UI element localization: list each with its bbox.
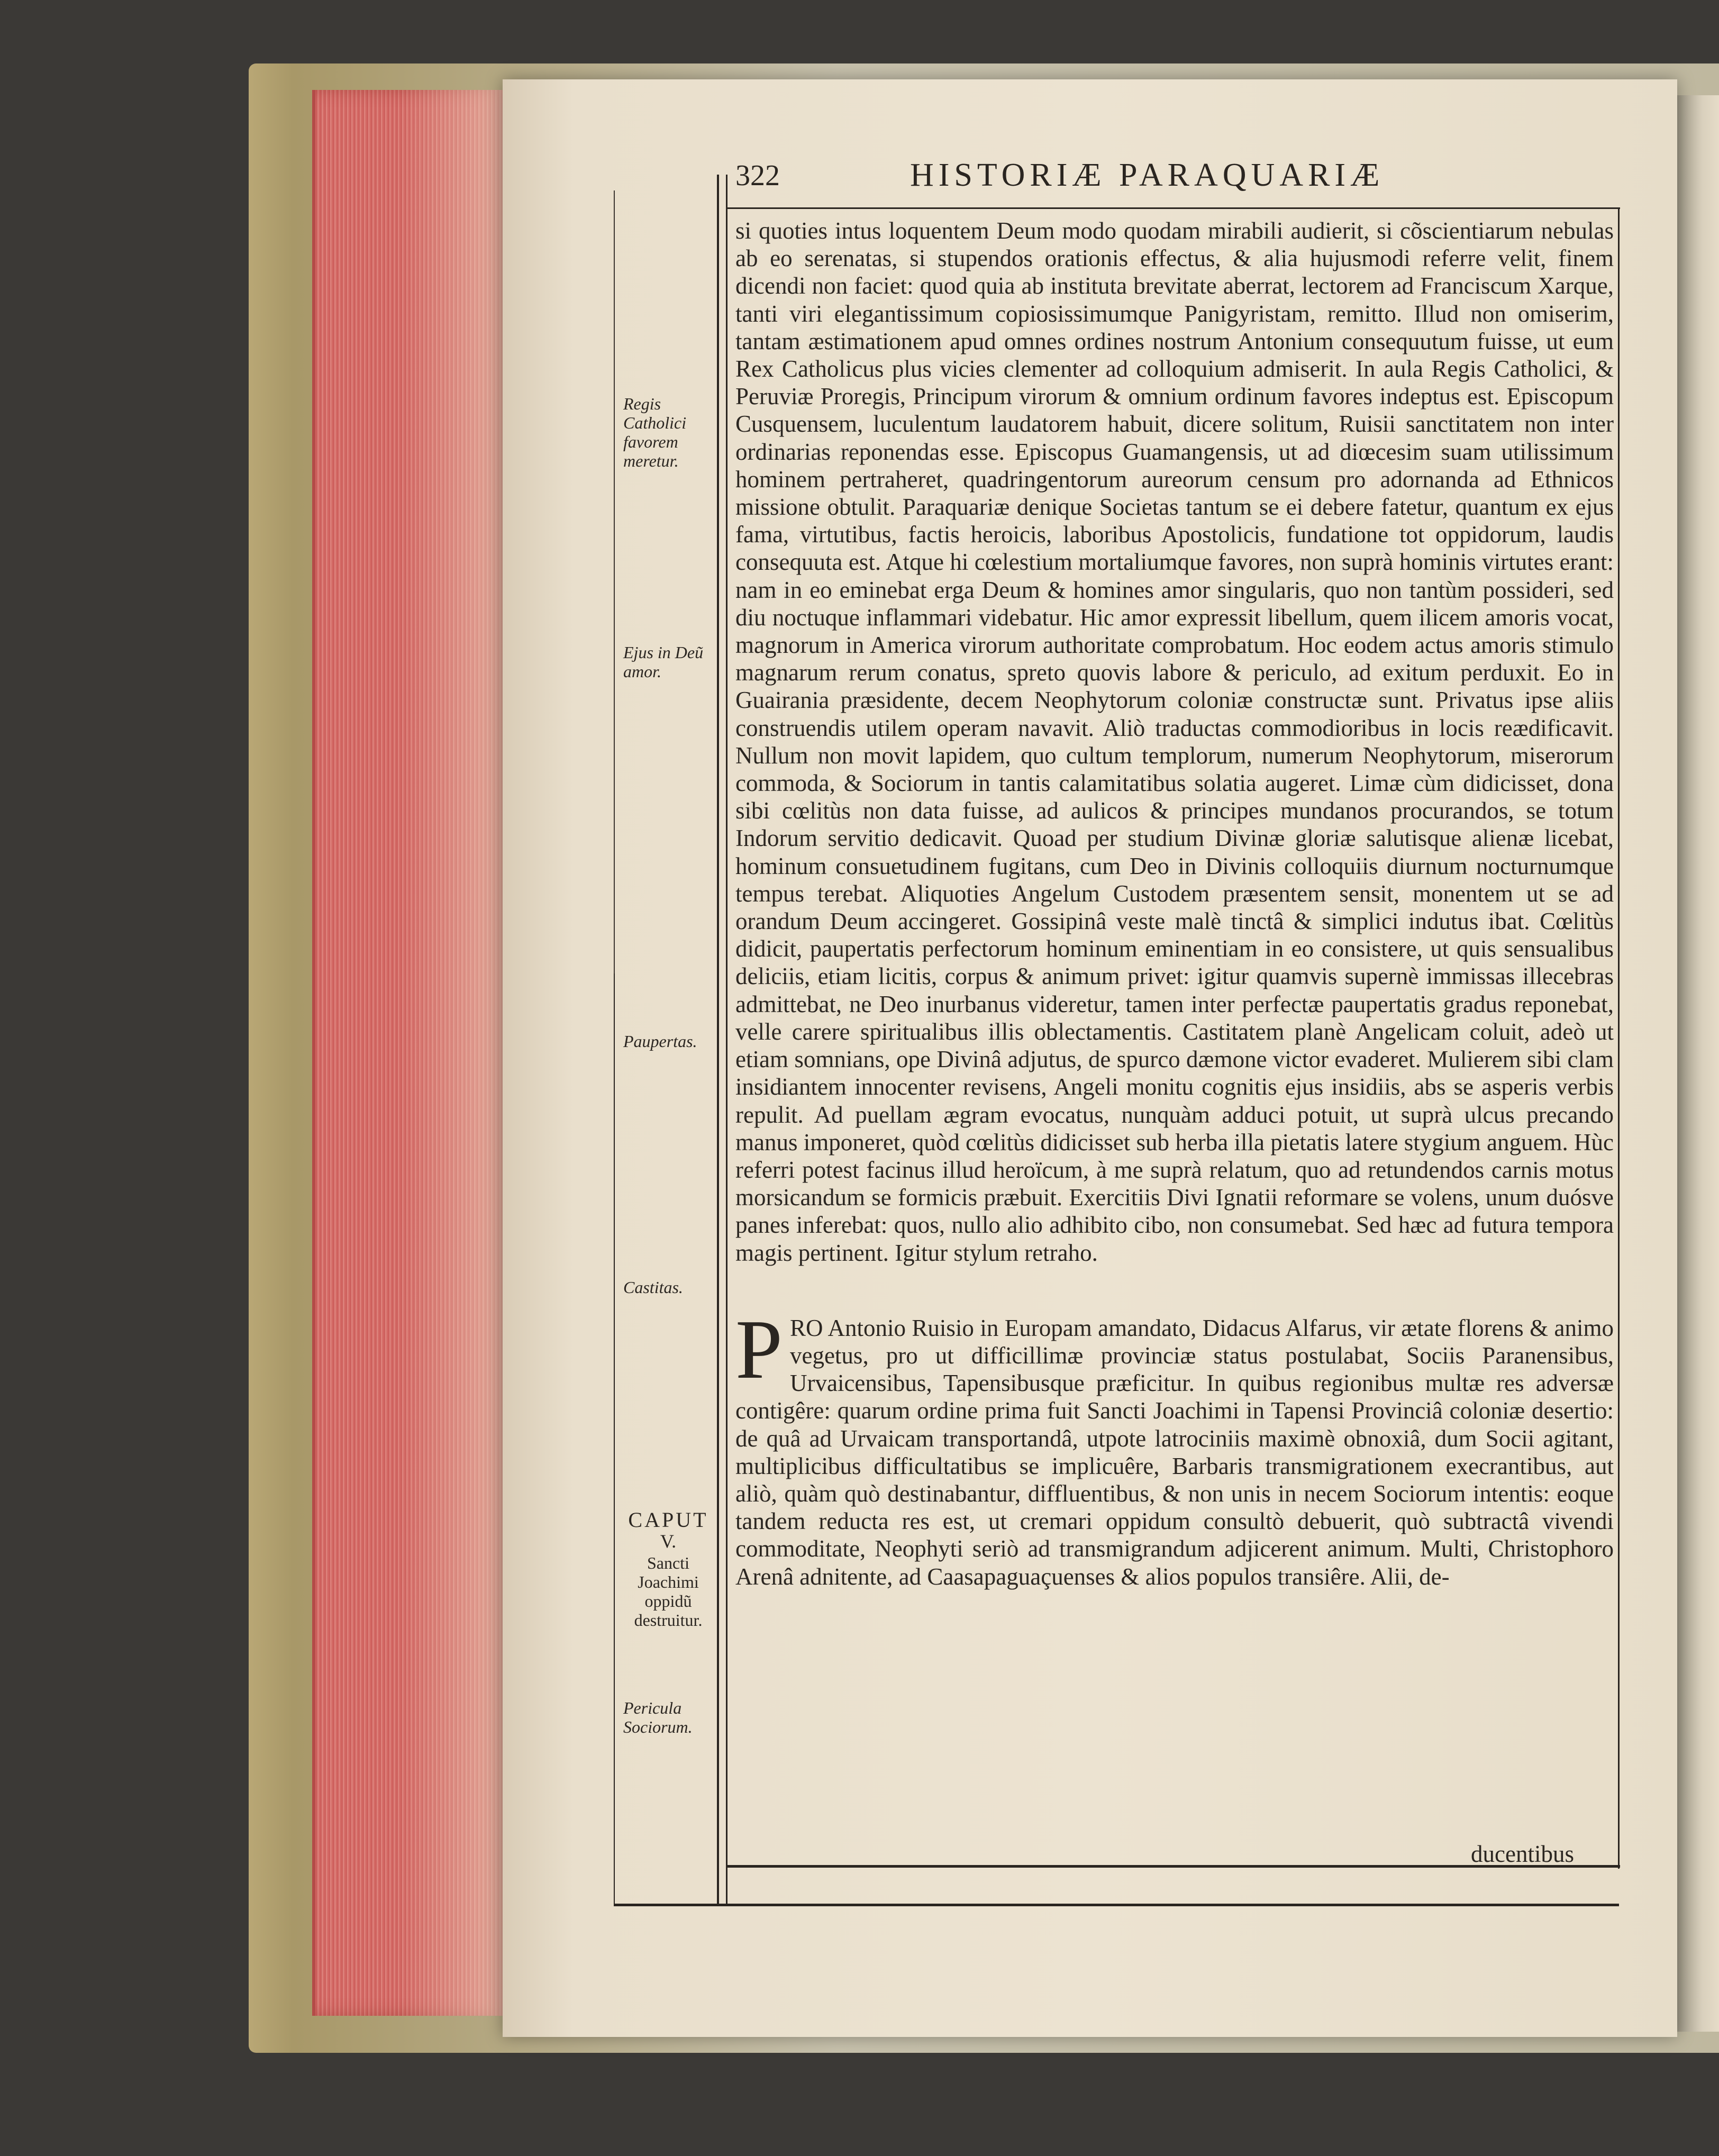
chapter-title: CAPUT (628, 1508, 708, 1532)
margin-note-amor: Ejus in Deũ amor. (623, 643, 704, 681)
chapter-heading (623, 1509, 713, 1630)
margin-column-rule (717, 175, 719, 1905)
page-edges (312, 90, 506, 2016)
chapter-number: V. (660, 1531, 677, 1552)
chapter-subtitle: Sancti Joachimi oppidũ destruitur. (634, 1553, 703, 1630)
paragraph-2-text: RO Antonio Ruisio in Europam amandato, Didacus Alfarus, vir ætate florens & animo vegetus, pro ut difficillimæ provinciæ status postulabat, Sociis Paranensibus, Urvaicensibus, Tapensibusque præficitur. In quibus regionibus multæ res adversæ contigêre: quarum ordine prima fuit Sancti Joachimi in Tapensi Provinciâ coloniæ desertio: de quâ ad Urvaicam transportandâ, utpote latrociniis maximè obnoxiâ, dum Socii agitant, multiplicibus difficultatibus se implicuêre, Barbaris transmigrationem execrantibus, aut aliò, quàm quò destinabantur, diffluentibus, & non unis in necem Sociorum intentis: eoque tandem reducta res est, ut cremari oppidum consultò debuerit, quò subtractâ vivendi commoditate, Neophyti seriò ad transmigrandum adjicerent animum. Multi, Christophoro Arenâ adnitente, ad Caasapaguaçuenses & alios populos transiêre. Alii, de- (735, 1314, 1614, 1590)
margin-note-pericula: Pericula Sociorum. (623, 1698, 693, 1736)
drop-cap: P (735, 1302, 783, 1396)
footer-rule (614, 1904, 1619, 1906)
right-frame-rule (1618, 207, 1620, 1869)
left-frame-rule (614, 974, 615, 1905)
page-number: 322 (735, 159, 780, 192)
paragraph-2 (735, 1302, 1614, 1590)
paragraph-1: si quoties intus loquentem Deum modo quodam mirabili audierit, si cõscientiarum nebulas ab eo serenatas, si stupendos orationis effectus, & alia hujusmodi referre velit, finem dicendi non faciet: quod quia ab instituta brevitate aberrat, lectorem ad Franciscum Xarque, tanti viri elegantissimum copiosissimumque Panigyristam, remitto. Illud non omiserim, tantam æstimationem apud omnes ordines nostrum Antonium consequutum fuisse, ut eum Rex Catholicus plus vicies clementer ad colloquium admiserit. In aula Regis Catholici, & Peruviæ Proregis, Principum virorum & omnium ordinum favores indeptus est. Episcopum Cusquensem, luculentum laudatorem habuit, dicere solitum, Ruisii sanctitatem non inter ordinarias reponendas esse. Episcopus Guamangensis, ut ad diœcesim suam utilissimum hominem pertraheret, quadringentorum aureorum censum pro adornanda ad Ethnicos missione obtulit. Paraquariæ denique Societas tantum se ei debere fatetur, quantum ex ejus fama, virtutibus, factis heroicis, laboribus Apostolicis, fundatione tot oppidorum, laudis consequuta est. Atque hi cœlestium mortaliumque favores, non suprà hominis virtutes erant: nam in eo eminebat erga Deum & homines amor singularis, quo non tantùm possideri, sed diu noctuque inflammari videbatur. Hic amor expressit libellum, quem ilicem amoris vocat, magnorum in America virorum authoritate comprobatum. Hoc eodem actus amoris stimulo magnarum rerum conatus, spreto quovis labore & periculo, ad exitum perduxit. Eo in Guairania præsidente, decem Neophytorum coloniæ constructæ sunt. Privatus ipse aliis construendis utilem operam navavit. Aliò traductas commodioribus in locis reædificavit. Nullum non movit lapidem, quo cultum templorum, numerum Neophytorum, miserorum commoda, & Sociorum in tantis calamitatibus solatia augeret. Limæ cùm didicisset, dona sibi cœlitùs non data fuisse, ad aulicos & principes mundanos procurandos, se totum Indorum servitio dedicavit. Quoad per studium Divinæ gloriæ salutisque alienæ licebat, hominum consuetudinem fugitans, cum Deo in Divinis colloquiis diurnum nocturnumque tempus terebat. Aliquoties Angelum Custodem præsentem sensit, monentem ut se ad orandum Deum accingeret. Gossipinâ veste malè tinctâ & simplici indutus ibat. Cœlitùs didicit, paupertatis perfectorum hominum eminentiam in eo consistere, ut quis sensualibus deliciis, etiam licitis, corpus & animum privet: igitur quamvis supernè immissas illecebras admittebat, ne Deo inurbanus videretur, tamen inter perfectæ paupertatis gradus reponebat, velle carere spiritualibus illis oblectamentis. Castitatem planè Angelicam coluit, adeò ut etiam somnians, ope Divinâ adjutus, de spurco dæmone victor evaderet. Mulierem sibi clam insidiantem innocenter revisens, Angeli monitu cognitis ejus insidiis, abs se asperis verbis repulit. Ad puellam ægram evocatus, nunquàm adduci potuit, ut suprà ulcus precando manus imponeret, quòd cœlitùs didicisset sub herba illa pietatis latere stygium anguem. Hùc referri potest facinus illud heroïcum, à me suprà relatum, quo ad retundendos carnis motus morsicandum se formicis præbuit. Exercitiis Divi Ignatii reformare se volens, unum duósve panes inferebat: quos, nullo alio adhibito cibo, non consumebat. Sed hæc ad futura tempora magis pertinent. Igitur stylum retraho. (735, 217, 1614, 1266)
facing-page-edge (1677, 95, 1719, 2032)
margin-note-regis: Regis Catholici favorem meretur. (623, 394, 687, 470)
catchword: ducentibus (1471, 1841, 1574, 1867)
header-rule (726, 207, 1620, 209)
margin-note-paupertas: Paupertas. (623, 1032, 697, 1051)
header-rule-margin (614, 190, 615, 974)
running-title: HISTORIÆ PARAQUARIÆ (910, 157, 1385, 193)
main-text (735, 217, 1614, 1590)
text-column-rule (726, 175, 727, 1905)
margin-note-castitas: Castitas. (623, 1278, 683, 1297)
